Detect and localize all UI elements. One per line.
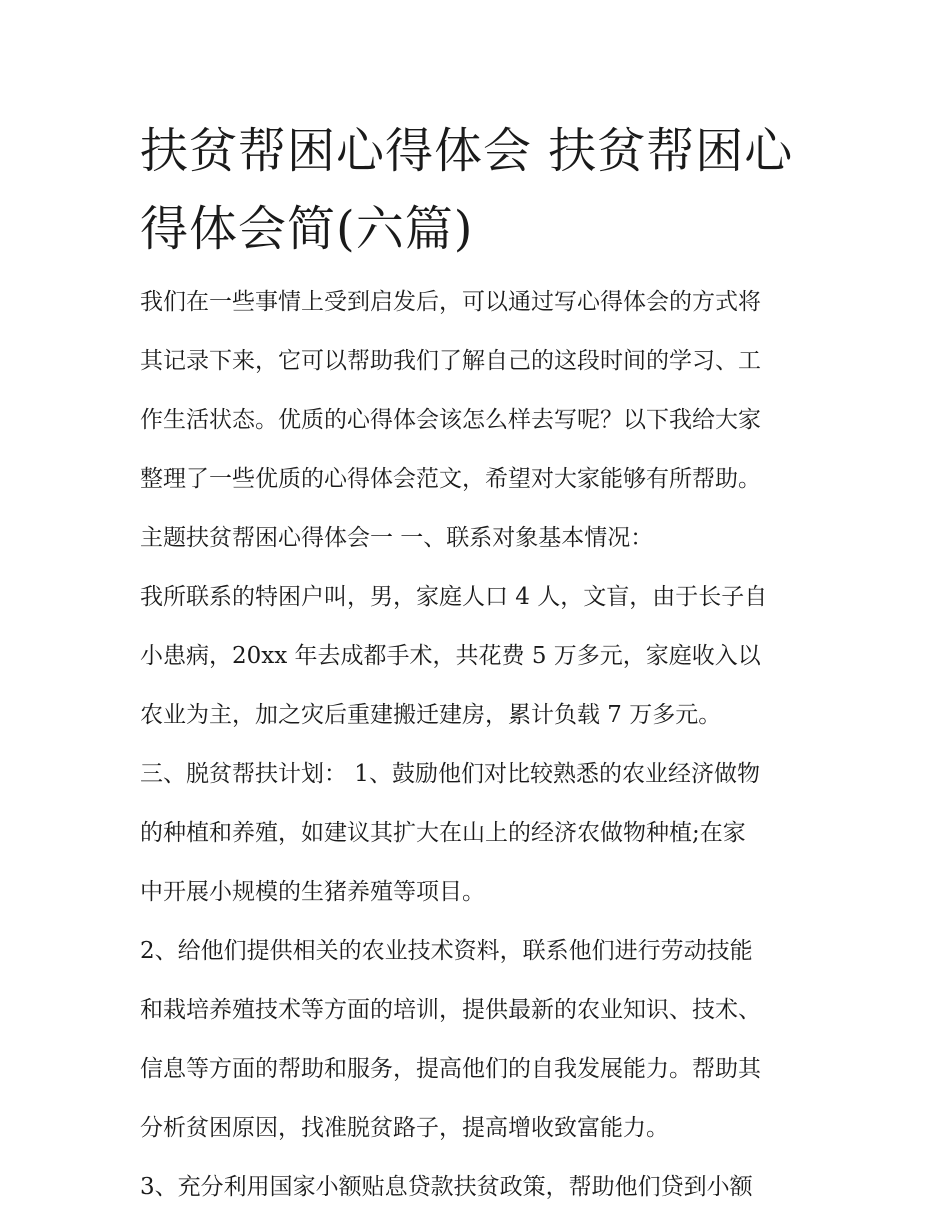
title-line: 得体会简(六篇)	[140, 201, 474, 257]
text-line: 主题扶贫帮困心得体会一 一、联系对象基本情况：	[140, 525, 654, 551]
text-line: 和栽培养殖技术等方面的培训，提供最新的农业知识、技术、	[140, 997, 761, 1023]
text-line: 作生活状态。优质的心得体会该怎么样去写呢？以下我给大家	[140, 407, 761, 433]
text-line: 的种植和养殖，如建议其扩大在山上的经济农做物种植;在家	[140, 820, 746, 846]
document-body	[140, 273, 820, 1217]
text-line: 2、给他们提供相关的农业技术资料，联系他们进行劳动技能	[140, 938, 753, 964]
text-line: 3、充分利用国家小额贴息贷款扶贫政策，帮助他们贷到小额	[140, 1174, 753, 1200]
text-line: 我们在一些事情上受到启发后，可以通过写心得体会的方式将	[140, 289, 761, 315]
text-line: 我所联系的特困户叫，男，家庭人口 4 人，文盲，由于长子自	[140, 584, 768, 610]
text-line: 小患病，20xx 年去成都手术，共花费 5 万多元，家庭收入以	[140, 643, 761, 669]
text-line: 三、脱贫帮扶计划： 1、鼓励他们对比较熟悉的农业经济做物	[140, 761, 760, 787]
text-line: 其记录下来，它可以帮助我们了解自己的这段时间的学习、工	[140, 348, 761, 374]
document-title	[140, 112, 840, 268]
text-line: 中开展小规模的生猪养殖等项目。	[140, 879, 485, 905]
text-line: 分析贫困原因，找准脱贫路子，提高增收致富能力。	[140, 1115, 669, 1141]
title-line: 扶贫帮困心得体会 扶贫帮困心	[140, 123, 794, 179]
text-line: 信息等方面的帮助和服务，提高他们的自我发展能力。帮助其	[140, 1056, 761, 1082]
text-line: 农业为主，加之灾后重建搬迁建房，累计负载 7 万多元。	[140, 702, 722, 728]
text-line: 整理了一些优质的心得体会范文，希望对大家能够有所帮助。	[140, 466, 761, 492]
